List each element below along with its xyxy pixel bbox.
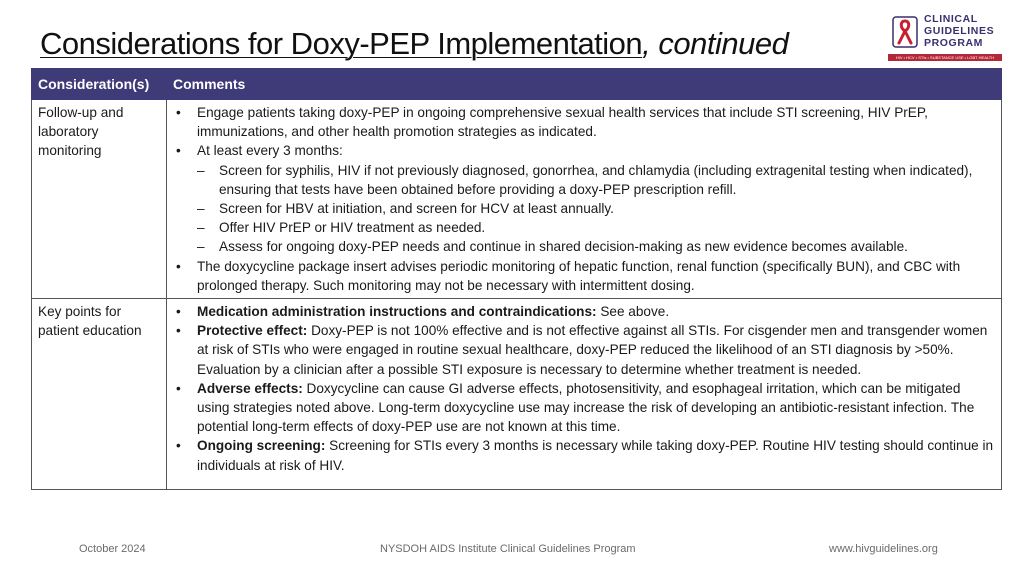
red-ribbon-icon bbox=[892, 16, 918, 48]
sub-list-item: – Screen for HBV at initiation, and screen for HCV at least annually. bbox=[197, 201, 614, 217]
title-suffix: , continued bbox=[642, 26, 789, 61]
header-considerations: Consideration(s) bbox=[32, 69, 167, 100]
header-comments: Comments bbox=[167, 69, 1002, 100]
sub-list-item: – Offer HIV PrEP or HIV treatment as needed. bbox=[197, 220, 486, 236]
footer-date: October 2024 bbox=[79, 543, 146, 555]
logo-line-3: PROGRAM bbox=[924, 37, 984, 49]
row-comments-education bbox=[167, 299, 1002, 490]
list-item: • Medication administration instructions and contraindications: See above. bbox=[176, 304, 670, 320]
list-item: • Ongoing screening: Screening for STIs every 3 months is necessary while taking doxy-PEP. Routine HIV testing should continue in individuals at risk of HIV. bbox=[176, 438, 994, 473]
logo-line-2: GUIDELINES bbox=[924, 25, 995, 37]
title-main: Considerations for Doxy-PEP Implementation bbox=[40, 26, 643, 61]
clinical-guidelines-logo bbox=[888, 14, 1000, 64]
footer-program: NYSDOH AIDS Institute Clinical Guidelines Program bbox=[380, 543, 636, 555]
list-item: • The doxycycline package insert advises periodic monitoring of hepatic function, renal function (specifically BUN), and CBC with prolonged therapy. Such monitoring may not be necessary with intermittent dosing. bbox=[176, 258, 961, 293]
sub-list-item: – Screen for syphilis, HIV if not previously diagnosed, gonorrhea, and chlamydia (including extragenital testing when indicated), ensuring that tests have been obtained before providing a doxy-PEP prescription refill. bbox=[197, 162, 973, 197]
logo-tagline: HIV • HCV • STIs • SUBSTANCE USE • LGBT HEALTH bbox=[888, 54, 1002, 61]
logo-line-1: CLINICAL bbox=[924, 13, 978, 25]
row-comments-followup bbox=[167, 100, 1002, 299]
page-title bbox=[40, 26, 788, 62]
table-row bbox=[32, 299, 1002, 490]
list-item: • Engage patients taking doxy-PEP in ongoing comprehensive sexual health services that include STI screening, HIV PrEP, immunizations, and other health promotion strategies as indicated. bbox=[176, 105, 928, 140]
list-item: • Adverse effects: Doxycycline can cause GI adverse effects, photosensitivity, and esophageal irritation, which can be mitigated using strategies noted above. Long-term doxycycline use may increase the risk of developing an antibiotic-resistant infection. The potential long-term effects of doxy-PEP use are not known at this time. bbox=[176, 380, 975, 435]
list-item: • At least every 3 months: – Screen for syphilis, HIV if not previously diagnosed, gonorrhea, and chlamydia (including extragenital testing when indicated), ensuring that tests have been obtained before providing a doxy-PEP prescription refill. – Screen for HBV at initiation, and screen for HCV at least annually. – Offer HIV PrEP or HIV treatment as needed. – Assess for ongoing doxy-PEP needs and continue in shared decision-making as new evidence becomes available. bbox=[173, 141, 995, 256]
row-label-followup: Follow-up and laboratory monitoring bbox=[32, 100, 167, 299]
row-label-education: Key points for patient education bbox=[32, 299, 167, 490]
table-row bbox=[32, 100, 1002, 299]
sub-list-item: – Assess for ongoing doxy-PEP needs and continue in shared decision-making as new evidence becomes available. bbox=[197, 239, 908, 255]
considerations-table bbox=[31, 68, 1002, 490]
list-item: • Protective effect: Doxy-PEP is not 100% effective and is not effective against all STIs. For cisgender men and transgender women at risk of STIs who were engaged in routine sexual healthcare, doxy-PEP reduced the likelihood of an STI diagnosis by >50%. Evaluation by a clinician after a possible STI exposure is necessary to determine whether treatment is needed. bbox=[176, 323, 988, 377]
footer-website: www.hivguidelines.org bbox=[829, 543, 938, 555]
